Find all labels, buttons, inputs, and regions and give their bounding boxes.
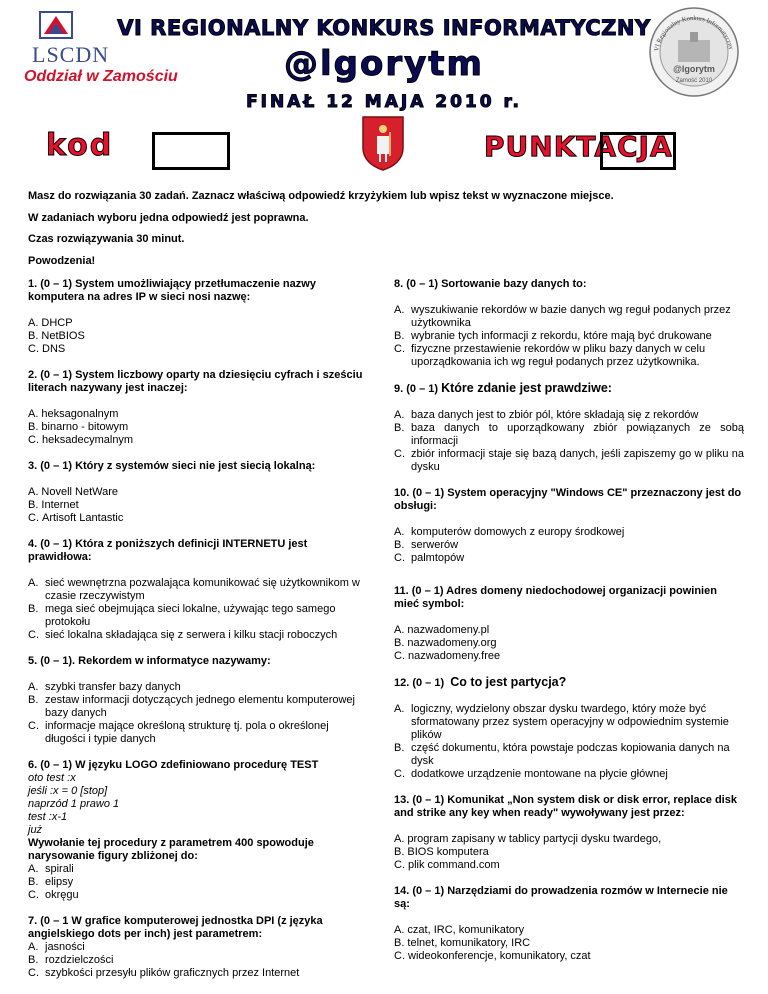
questions-right-column [394,278,744,976]
question-text: 5. (0 – 1). Rekordem w informatyce nazywamy: [28,655,271,667]
answer-option[interactable]: B. serwerów [394,539,459,551]
question-text-continued: Wywołanie tej procedury z parametrem 400 spowoduje narysowanie figury zbliżonej do: [28,837,314,862]
stamp-place: Zamość 2010 [675,78,713,84]
instruction-time: Czas rozwiązywania 30 minut. [28,233,185,245]
coat-of-arms-icon [360,114,406,172]
instruction-good-luck: Powodzenia! [28,255,96,267]
answer-option[interactable]: B. binarno - bitowym [28,421,129,433]
logo-code-line: test :x-1 [28,811,68,823]
question-2 [28,369,364,447]
question-11 [394,585,744,663]
answer-option[interactable]: A. komputerów domowych z europy środkowej [394,526,625,538]
logo-code-line: jeśli :x = 0 [stop] [28,785,108,797]
contest-title: VI REGIONALNY KONKURS INFORMATYCZNY [117,16,651,40]
answer-option[interactable]: C. szybkości przesyłu plików graficznych przez Internet [28,967,300,979]
answer-option[interactable]: A. spirali [28,863,74,875]
answer-option[interactable]: A. program zapisany w tablicy partycji dysku twardego, [394,833,662,845]
answer-option[interactable]: A. czat, IRC, komunikatory [394,924,525,936]
answer-option[interactable]: C. informacje mające określoną strukturę tj. pola o określonej długości i typie danych [28,720,329,745]
question-text: 2. (0 – 1) System liczbowy oparty na dziesięciu cyfrach i sześciu literach nazywany jest inaczej: [28,369,363,394]
answer-option[interactable]: B. zestaw informacji dotyczących jednego elementu komputerowej bazy danych [28,694,355,719]
instruction-single-answer: W zadaniach wyboru jedna odpowiedź jest poprawna. [28,212,309,224]
answer-option[interactable]: C. wideokonferencje, komunikatory, czat [394,950,591,962]
code-label: kod [46,128,114,163]
answer-option[interactable]: A. jasności [28,941,85,953]
answer-option[interactable]: B. baza danych to uporządkowany zbiór powiązanych ze sobą informacji [394,422,744,447]
question-text: 10. (0 – 1) System operacyjny "Windows CE" przeznaczony jest do obsługi: [394,487,742,512]
stamp-name: @lgorytm [673,64,715,74]
answer-option[interactable]: B. elipsy [28,876,74,888]
question-3 [28,460,364,525]
stamp-text: VI Regionalny Konkurs Informatyczny [653,14,735,52]
organization-branch: Oddział w Zamościu [24,68,178,85]
question-7 [28,915,364,980]
contest-stamp-icon [648,6,740,98]
answer-option[interactable]: A. heksagonalnym [28,408,119,420]
question-4 [28,538,364,642]
question-text: 7. (0 – 1 W grafice komputerowej jednostka DPI (z języka angielskiego dots per inch) jest parametrem: [28,915,323,940]
question-14 [394,885,744,963]
answer-option[interactable]: C. dodatkowe urządzenie montowane na płycie głównej [394,768,668,780]
question-5 [28,655,364,746]
answer-option[interactable]: B. BIOS komputera [394,846,489,858]
contest-name: @lgorytm [284,44,484,84]
question-9 [394,382,744,474]
answer-option[interactable]: C. nazwadomeny.free [394,650,501,662]
question-6 [28,759,364,902]
answer-option[interactable]: B. NetBIOS [28,330,85,342]
answer-option[interactable]: A. baza danych jest to zbiór pól, które składają się z rekordów [394,409,699,421]
question-text: 1. (0 – 1) System umożliwiający przetłumaczenie nazwy komputera na adres IP w sieci nosi nazwę: [28,278,316,303]
answer-option[interactable]: A. sieć wewnętrzna pozwalająca komunikować się użytkownikom w czasie rzeczywistym [28,577,360,602]
final-date: FINAŁ 12 MAJA 2010 r. [246,92,522,112]
answer-option[interactable]: C. heksadecymalnym [28,434,134,446]
answer-option[interactable]: A. logiczny, wydzielony obszar dysku twardego, który może być sformatowany przez system operacyjny w odpowiednim systemie plików [394,703,729,741]
answer-option[interactable]: A. nazwadomeny.pl [394,624,490,636]
question-1 [28,278,364,356]
question-text: 14. (0 – 1) Narzędziami do prowadzenia rozmów w Internecie nie są: [394,885,728,910]
answer-option[interactable]: B. nazwadomeny.org [394,637,497,649]
question-text: 3. (0 – 1) Który z systemów sieci nie jest siecią lokalną: [28,460,316,472]
question-text: 12. (0 – 1) Co to jest partycja? [394,675,567,689]
answer-option[interactable]: A. DHCP [28,317,73,329]
answer-option[interactable]: B. wybranie tych informacji z rekordu, które mają być drukowane [394,330,712,342]
question-text: 6. (0 – 1) W języku LOGO zdefiniowano procedurę TEST [28,759,319,771]
answer-option[interactable]: A. wyszukiwanie rekordów w bazie danych wg reguł podanych przez użytkownika [394,304,731,329]
answer-option[interactable]: C. okręgu [28,889,79,901]
question-text: 9. (0 – 1) Które zdanie jest prawdziwe: [394,381,612,395]
answer-option[interactable]: B. mega sieć obejmująca sieci lokalne, używając tego samego protokołu [28,603,336,628]
question-8 [394,278,744,369]
answer-option[interactable]: B. rozdzielczości [28,954,114,966]
question-13 [394,794,744,872]
questions-left-column [28,278,364,993]
answer-option[interactable]: C. Artisoft Lantastic [28,512,124,524]
score-box[interactable] [600,132,676,170]
score-label: PUNKTACJA [484,130,673,163]
logo-code-line: już [28,824,43,836]
question-text: 4. (0 – 1) Która z poniższych definicji INTERNETU jest prawidłowa: [28,538,308,563]
question-10 [394,487,744,565]
answer-option[interactable]: A. szybki transfer bazy danych [28,681,181,693]
answer-option[interactable]: B. część dokumentu, która powstaje podczas kopiowania danych na dysk [394,742,730,767]
logo-code-line: oto test :x [28,772,76,784]
answer-option[interactable]: C. DNS [28,343,66,355]
question-text: 11. (0 – 1) Adres domeny niedochodowej organizacji powinien mieć symbol: [394,585,717,610]
answer-option[interactable]: A. Novell NetWare [28,486,119,498]
question-text: 13. (0 – 1) Komunikat „Non system disk or disk error, replace disk and strike any key when ready" wywoływany jest przez: [394,794,737,819]
answer-option[interactable]: B. Internet [28,499,79,511]
answer-option[interactable]: C. fizyczne przestawienie rekordów w pliku bazy danych w celu uporządkowania ich wg reguł podanych przez użytkownika. [394,343,706,368]
answer-option[interactable]: C. plik command.com [394,859,500,871]
answer-option[interactable]: C. zbiór informacji staje się bazą danych, jeśli zapiszemy go w pliku na dysku [394,448,744,473]
question-12 [394,676,744,781]
organization-name: LSCDN [32,42,110,67]
instruction-tasks: Masz do rozwiązania 30 zadań. Zaznacz właściwą odpowiedź krzyżykiem lub wpisz tekst w wyznaczone miejsce. [28,190,614,202]
answer-option[interactable]: C. sieć lokalna składająca się z serwera i kilku stacji roboczych [28,629,338,641]
question-text: 8. (0 – 1) Sortowanie bazy danych to: [394,278,587,290]
code-box[interactable] [152,132,230,170]
answer-option[interactable]: C. palmtopów [394,552,465,564]
answer-option[interactable]: B. telnet, komunikatory, IRC [394,937,531,949]
logo-code-line: naprzód 1 prawo 1 [28,798,120,810]
